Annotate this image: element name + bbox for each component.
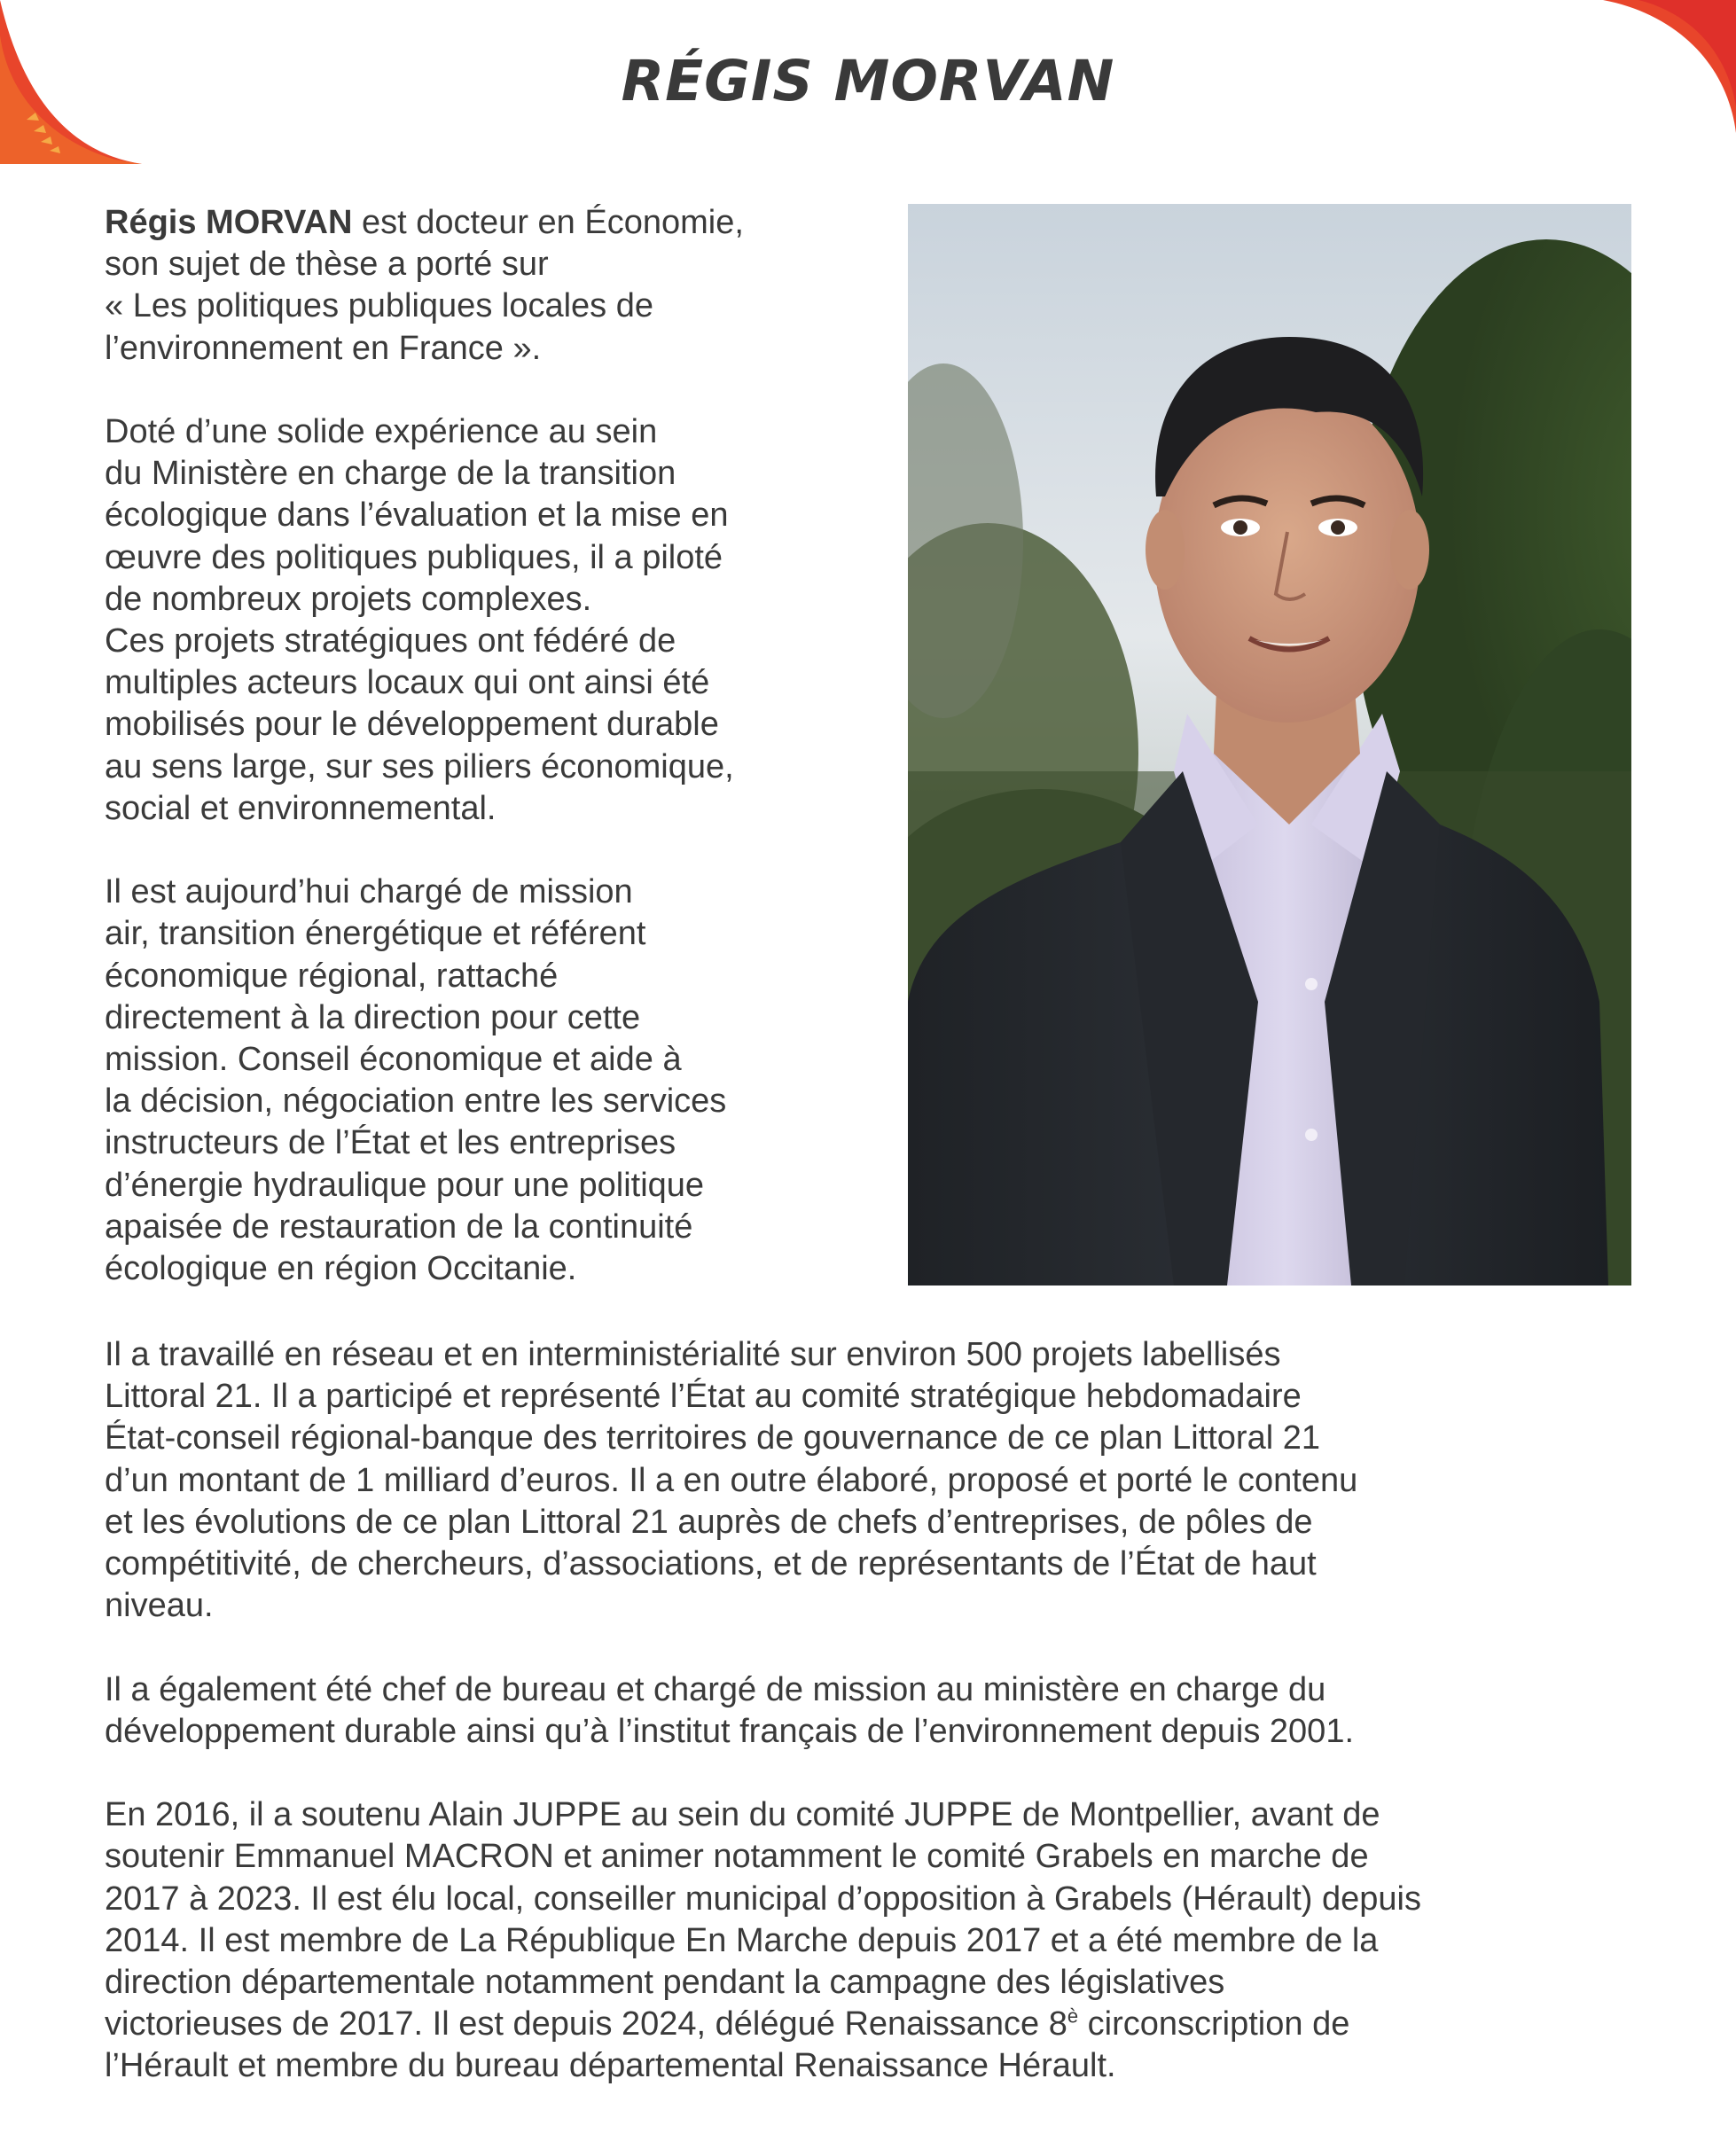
political-paragraph: En 2016, il a soutenu Alain JUPPE au sein du comité JUPPE de Montpellier, avant de soutenir Emmanuel MACRON et animer notamment le comité Grabels en marche de 2017 à 2023. Il est élu local, conseiller municipal d’opposition à Grabels (Hérault) depuis 2014. Il est membre de La République En Marche depuis 2017 et a été membre de la direction départementale notamment pendant la campagne des législatives victorieuses de 2017. Il est depuis 2024, délégué Renaissance $8^è$ circonscription de l’Hérault et membre du bureau départemental Renaissance Hérault. (105, 1796, 1421, 2085)
current-role-paragraph: Il est aujourd’hui chargé de mission air, transition énergétique et référent économique régional, rattaché directement à la direction pour cette mission. Conseil économique et aide à la décision, négociation entre les services instructeurs de l’État et les entreprises d’énergie hydraulique pour une politique apaisée de restauration de la continuité écologique en région Occitanie. (105, 873, 727, 1288)
intro-paragraph: Régis MORVAN est docteur en Économie, son sujet de thèse a porté sur « Les politiques publiques locales de l’environnement en France ». (105, 204, 744, 367)
portrait-photo (908, 204, 1631, 1285)
career-column (105, 1334, 1647, 2088)
person-name: Régis MORVAN (105, 204, 353, 241)
network-paragraph: Il a travaillé en réseau et en interministérialité sur environ 500 projets labellisés Littoral 21. Il a participé et représenté l’État au comité stratégique hebdomadaire État-conseil régional-banque des territoires de gouvernance de ce plan Littoral 21 d’un montant de 1 milliard d’euros. Il a en outre élaboré, proposé et porté le contenu et les évolutions de ce plan Littoral 21 auprès de chefs d’entreprises, de pôles de compétitivité, de chercheurs, d’associations, et de représentants de l’État de haut niveau. (105, 1336, 1358, 1625)
intro-column (105, 202, 903, 1290)
page-title: RÉGIS MORVAN (621, 49, 1115, 113)
ministry-paragraph: Il a également été chef de bureau et chargé de mission au ministère en charge du développement durable ainsi qu’à l’institut français de l’environnement depuis 2001. (105, 1670, 1355, 1750)
experience-paragraph: Doté d’une solide expérience au sein du Ministère en charge de la transition écologique dans l’évaluation et la mise en œuvre des politiques publiques, il a piloté de nombreux projets complexes. Ces projets stratégiques ont fédéré de multiples acteurs locaux qui ont ainsi été mobilisés pour le développement durable au sens large, sur ses piliers économique, social et environnemental. (105, 413, 734, 827)
